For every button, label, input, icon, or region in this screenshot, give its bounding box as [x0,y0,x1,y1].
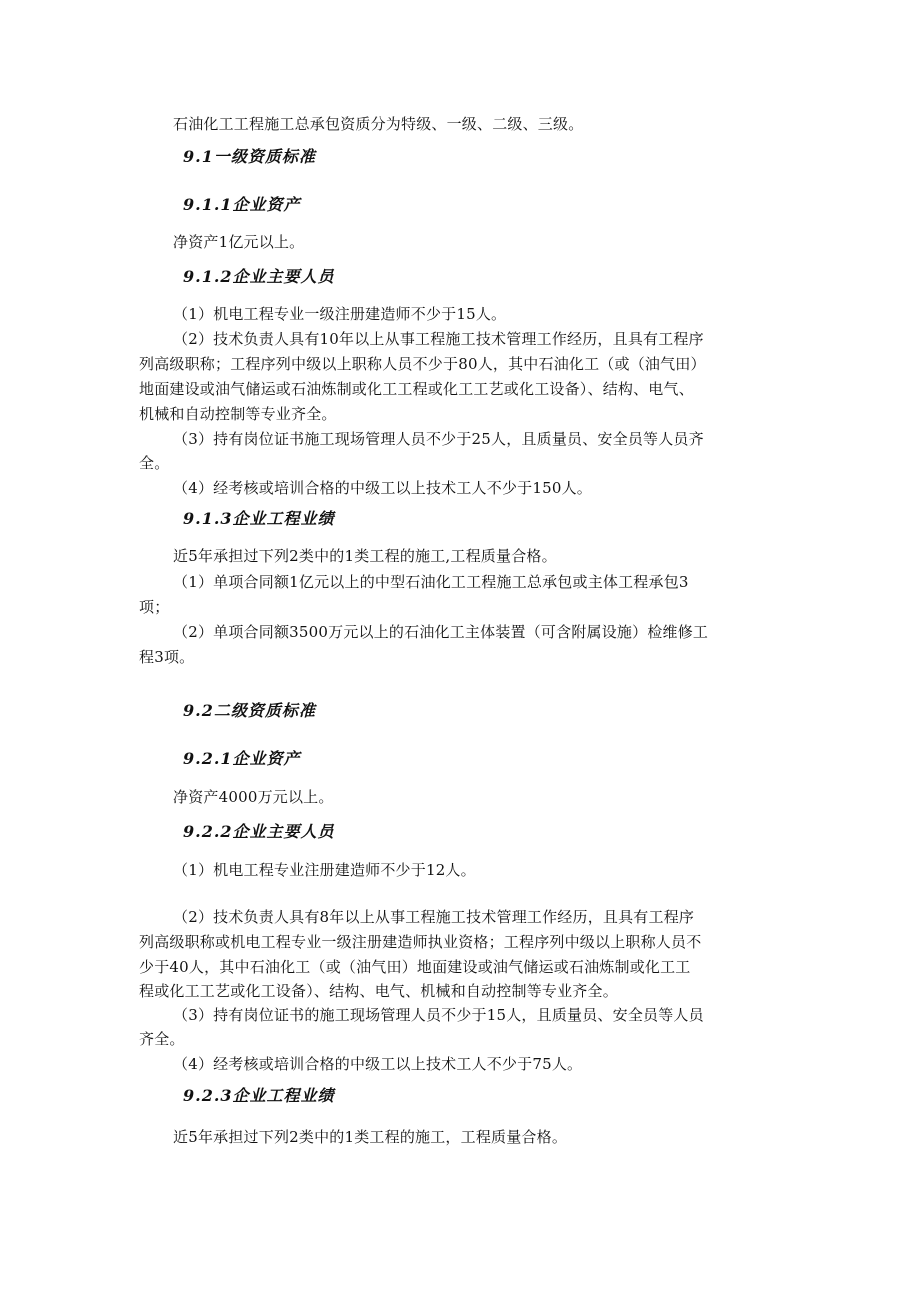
section-9-2-3-heading: 9.2.3企业工程业绩 [183,1086,335,1105]
section-9-1-2-item-3-line-1: （3）持有岗位证书施工现场管理人员不少于25人，且质量员、安全员等人员齐 [173,430,704,448]
section-9-2-2-item-1: （1）机电工程专业注册建造师不少于12人。 [173,861,476,879]
section-9-1-2-item-2-line-4: 机械和自动控制等专业齐全。 [139,405,337,423]
section-9-2-2-item-2-line-4: 程或化工工艺或化工设备）、结构、电气、机械和自动控制等专业齐全。 [139,982,618,1000]
section-9-1-2-item-3-line-2: 全。 [139,454,170,472]
section-9-2-2-item-3-line-1: （3）持有岗位证书的施工现场管理人员不少于15人，且质量员、安全员等人员 [173,1006,704,1024]
section-9-2-2-item-4: （4）经考核或培训合格的中级工以上技术工人不少于75人。 [173,1055,583,1073]
section-9-1-3-item-1-line-2: 项； [139,598,170,616]
section-9-1-2-item-2-line-1: （2）技术负责人具有10年以上从事工程施工技术管理工作经历，且具有工程序 [173,330,704,348]
section-9-2-2-item-2-line-1: （2）技术负责人具有8年以上从事工程施工技术管理工作经历，且具有工程序 [173,908,695,926]
section-9-2-2-item-2-line-3: 少于40人，其中石油化工（或（油气田）地面建设或油气储运或石油炼制或化工工 [139,958,691,976]
section-9-1-heading: 9.1一级资质标准 [183,147,316,166]
section-9-1-3-item-2-line-1: （2）单项合同额3500万元以上的石油化工主体装置（可含附属设施）检维修工 [173,623,709,641]
intro-text: 石油化工工程施工总承包资质分为特级、一级、二级、三级。 [173,115,584,133]
section-9-2-3-intro: 近5年承担过下列2类中的1类工程的施工，工程质量合格。 [173,1128,568,1146]
section-9-1-2-item-2-line-3: 地面建设或油气储运或石油炼制或化工工程或化工工艺或化工设备）、结构、电气、 [139,380,694,398]
section-9-2-1-heading: 9.2.1企业资产 [183,749,301,768]
section-9-2-2-heading: 9.2.2企业主要人员 [183,822,335,841]
section-9-1-2-item-1: （1）机电工程专业一级注册建造师不少于15人。 [173,305,507,323]
section-9-1-2-item-2-line-2: 列高级职称；工程序列中级以上职称人员不少于80人，其中石油化工（或（油气田） [139,355,706,373]
section-9-1-1-text: 净资产1亿元以上。 [173,233,305,251]
section-9-1-3-item-1-line-1: （1）单项合同额1亿元以上的中型石油化工工程施工总承包或主体工程承包3 [173,573,689,591]
section-9-1-1-heading: 9.1.1企业资产 [183,195,301,214]
section-9-2-2-item-3-line-2: 齐全。 [139,1030,185,1048]
section-9-1-3-intro: 近5年承担过下列2类中的1类工程的施工,工程质量合格。 [173,547,557,565]
section-9-2-2-item-2-line-2: 列高级职称或机电工程专业一级注册建造师执业资格；工程序列中级以上职称人员不 [139,933,702,951]
section-9-2-heading: 9.2二级资质标准 [183,701,316,720]
section-9-2-1-text: 净资产4000万元以上。 [173,788,334,806]
section-9-1-3-heading: 9.1.3企业工程业绩 [183,509,335,528]
section-9-1-2-item-4: （4）经考核或培训合格的中级工以上技术工人不少于150人。 [173,479,592,497]
section-9-1-3-item-2-line-2: 程3项。 [139,648,195,666]
section-9-1-2-heading: 9.1.2企业主要人员 [183,267,335,286]
